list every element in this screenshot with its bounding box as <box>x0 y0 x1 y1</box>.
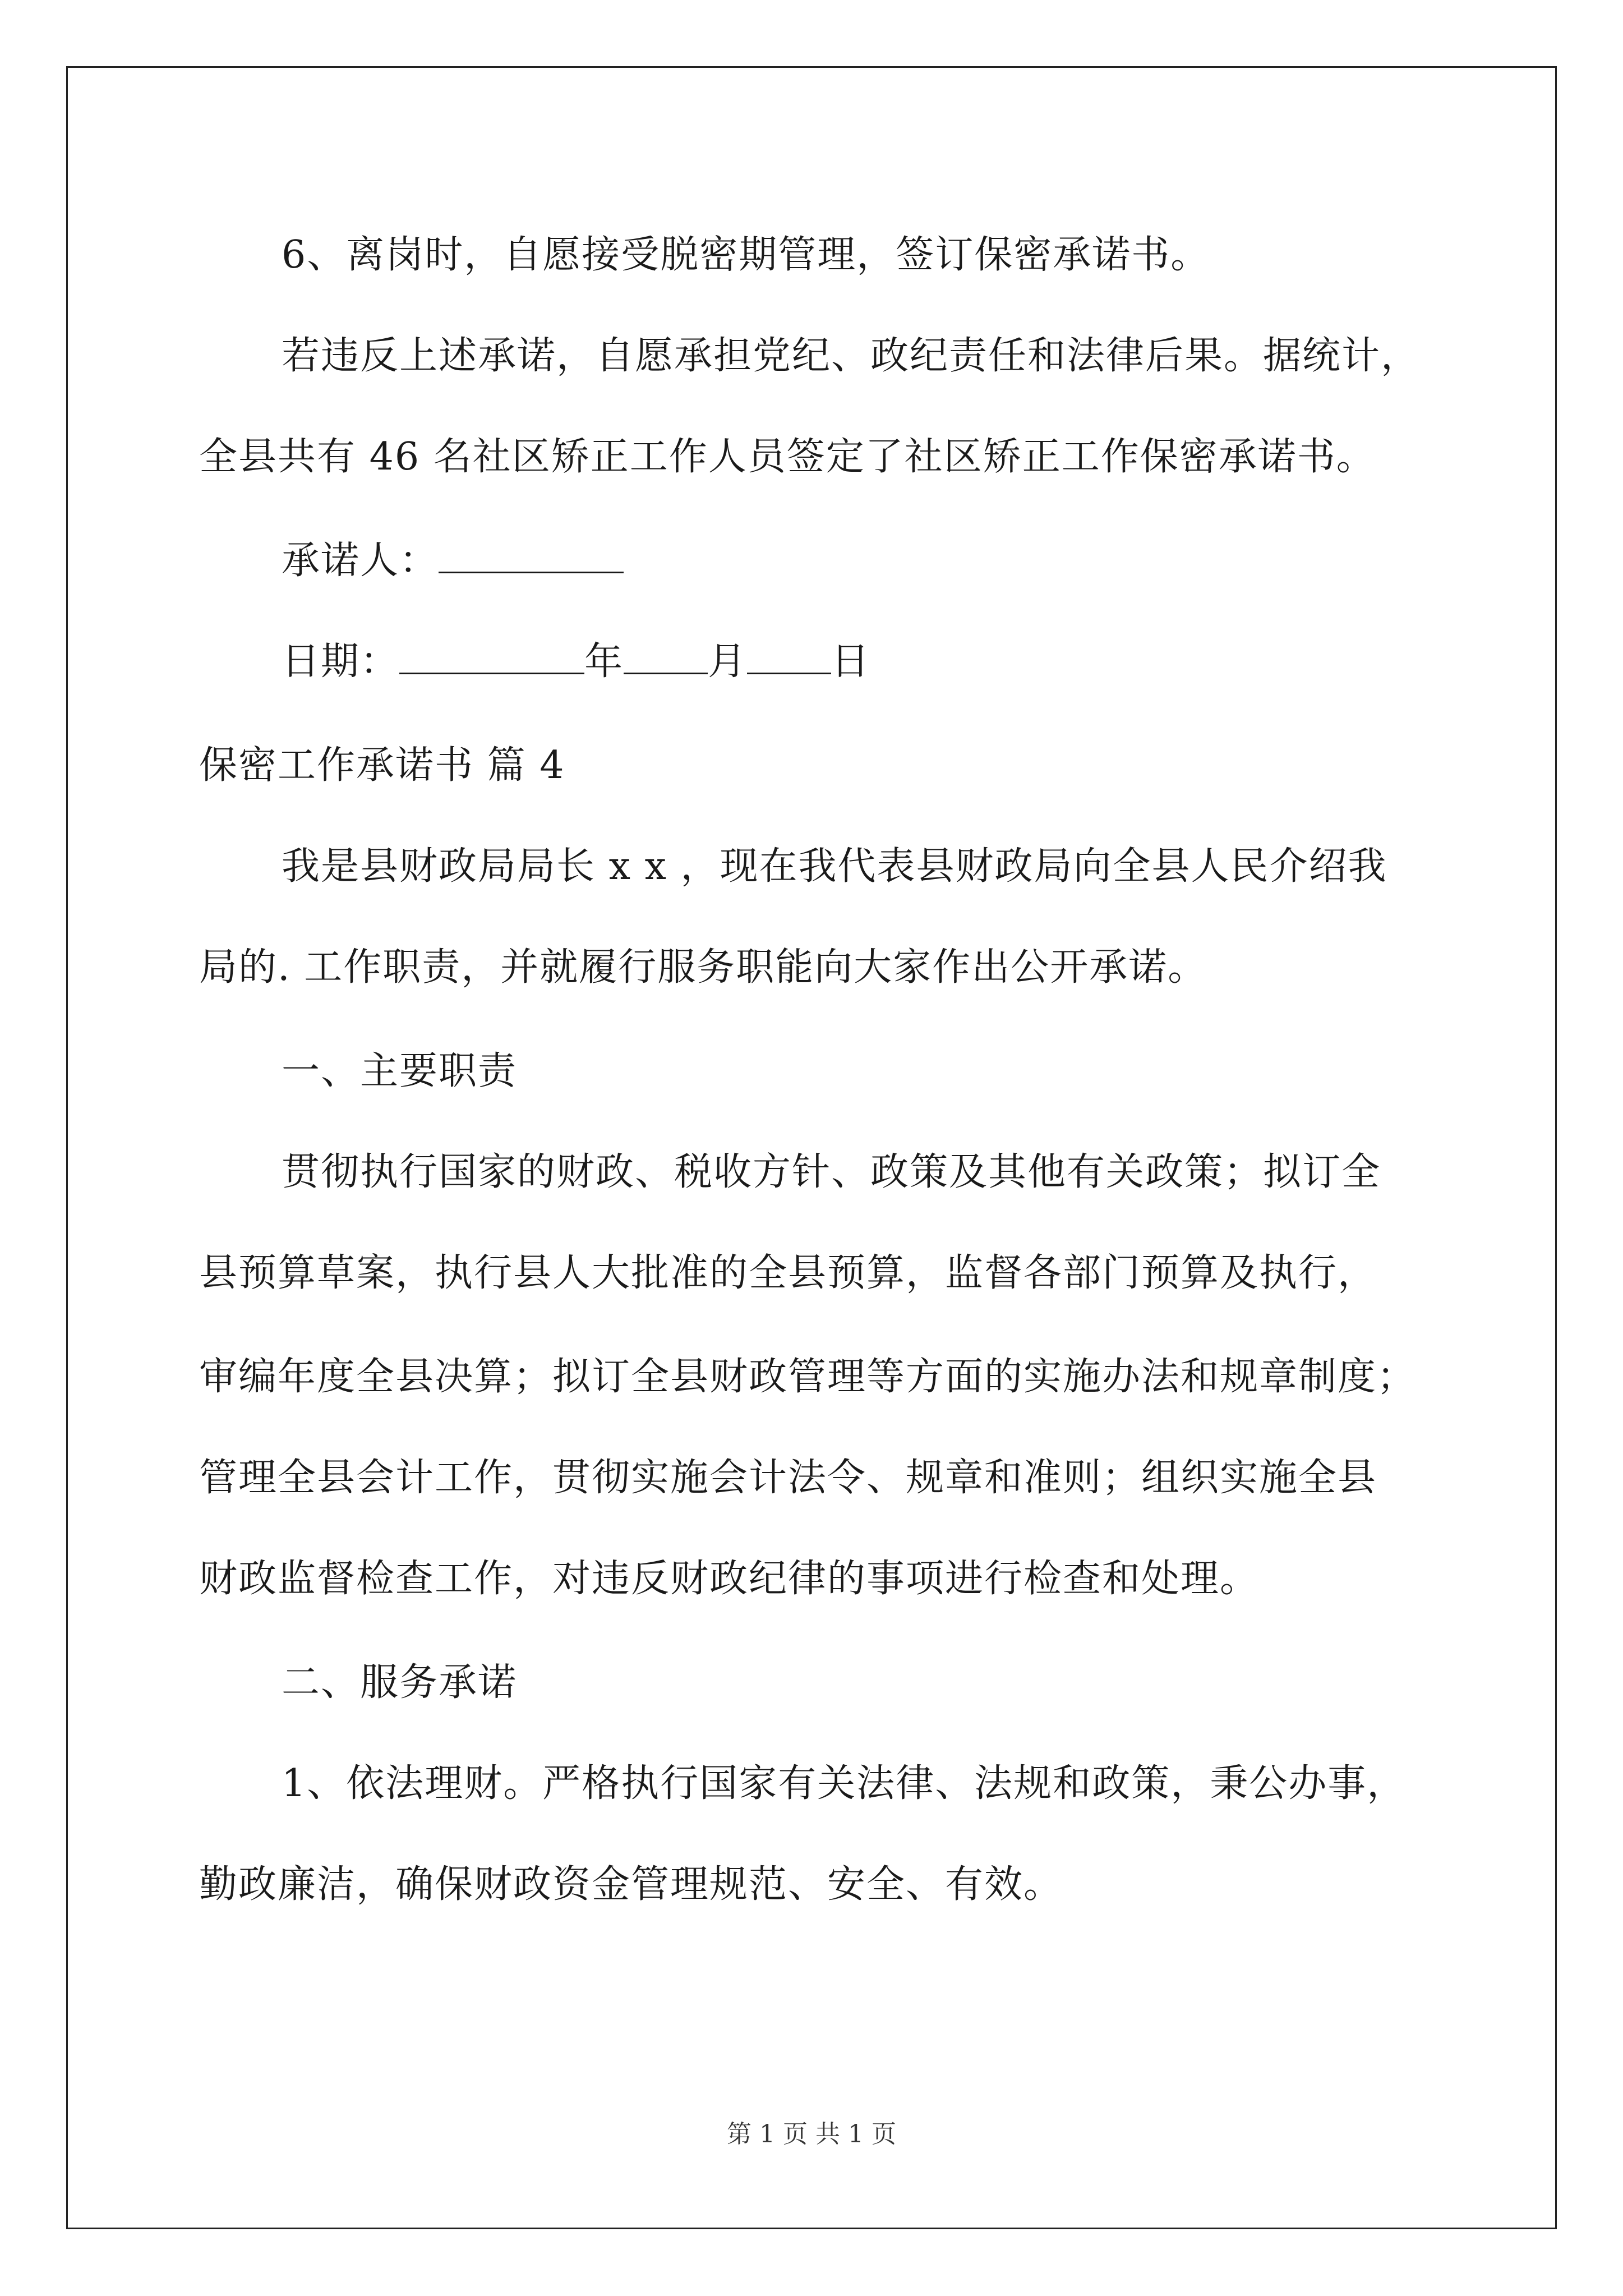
text-line: 审编年度全县决算；拟订全县财政管理等方面的实施办法和规章制度； <box>199 1355 1417 1399</box>
year-blank <box>399 639 584 674</box>
text-line: 贯彻执行国家的财政、税收方针、政策及其他有关政策；拟订全 <box>282 1150 1381 1194</box>
section-heading: 保密工作承诺书 篇 4 <box>199 743 565 788</box>
signer-blank <box>439 538 624 573</box>
subsection-heading: 一、主要职责 <box>282 1049 518 1093</box>
text-line: 6、离岗时，自愿接受脱密期管理，签订保密承诺书。 <box>282 233 1210 277</box>
text-line: 局的. 工作职责，并就履行服务职能向大家作出公开承诺。 <box>199 945 1207 990</box>
day-blank <box>747 639 831 674</box>
date-line <box>282 637 870 687</box>
text-line: 县预算草案，执行县人大批准的全县预算，监督各部门预算及执行， <box>199 1251 1377 1295</box>
text-line: 我是县财政局局长 x x ，现在我代表县财政局向全县人民介绍我 <box>282 844 1387 889</box>
text-line: 全县共有 46 名社区矫正工作人员签定了社区矫正工作保密承诺书。 <box>199 435 1376 479</box>
signer-line <box>282 536 624 586</box>
text-line: 管理全县会计工作，贯彻实施会计法令、规章和准则；组织实施全县 <box>199 1456 1377 1500</box>
text-line: 勤政廉洁，确保财政资金管理规范、安全、有效。 <box>199 1862 1063 1907</box>
text-line: 若违反上述承诺，自愿承担党纪、政纪责任和法律后果。据统计， <box>282 334 1421 378</box>
text-line: 财政监督检查工作，对违反财政纪律的事项进行检查和处理。 <box>199 1557 1260 1601</box>
year-label: 年 <box>584 639 624 684</box>
month-blank <box>624 639 708 674</box>
day-label: 日 <box>831 639 871 684</box>
text-line: 1、依法理财。严格执行国家有关法律、法规和政策，秉公办事， <box>282 1761 1407 1806</box>
page-footer: 第 1 页 共 1 页 <box>727 2120 896 2148</box>
subsection-heading: 二、服务承诺 <box>282 1660 518 1705</box>
signer-label: 承诺人： <box>282 539 439 583</box>
month-label: 月 <box>708 639 748 684</box>
date-label: 日期： <box>282 639 400 684</box>
